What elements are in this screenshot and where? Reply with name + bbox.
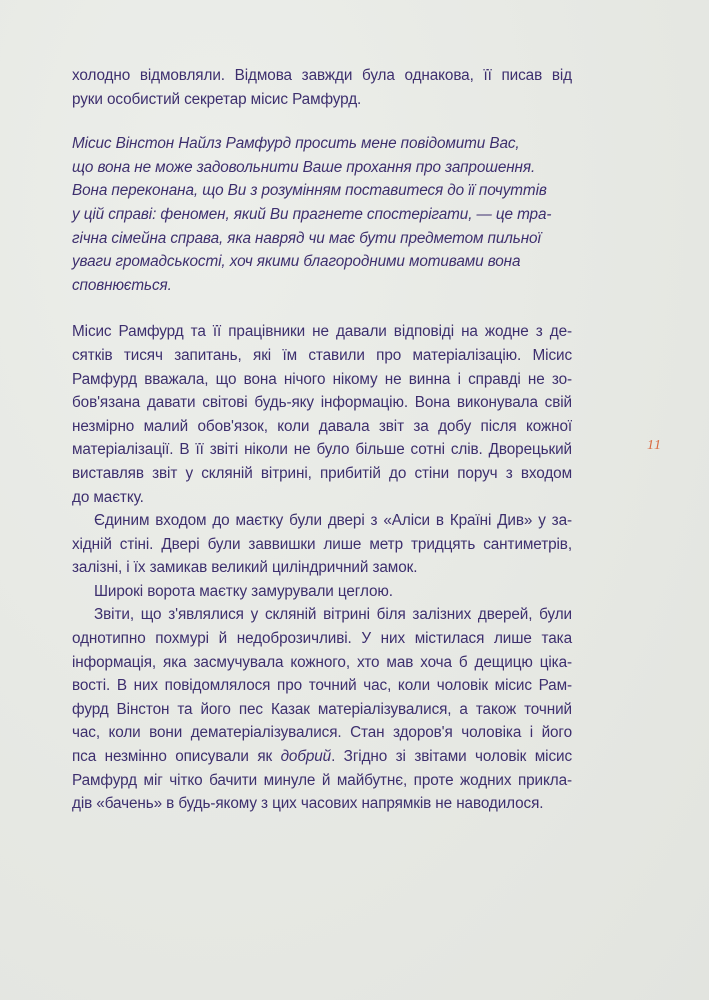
- text-line: бов'язана давати світові будь-яку інформацію. Вона виконувала свій: [72, 394, 572, 412]
- page-number: 11: [647, 438, 662, 453]
- letter-quote: [72, 132, 572, 297]
- text-line: незмірно малий обов'язок, коли давала звіт за добу після кожної: [72, 417, 572, 435]
- text-line: час, коли вони дематеріалізувалися. Стан здоров'я чоловіка і його: [72, 724, 572, 742]
- text-fragment: пса незмінно описували як: [72, 748, 281, 766]
- text-line: [72, 745, 572, 769]
- text-line: хідній стіні. Двері були заввишки лише метр тридцять сантиметрів,: [72, 535, 572, 553]
- emphasis-text: добрий: [280, 748, 332, 766]
- text-line: матеріалізації. В її звіті ніколи не було більше сотні слів. Дворецький: [72, 441, 572, 459]
- text-line: Звіти, що з'являлися у скляній вітрині біля залізних дверей, були: [94, 606, 572, 624]
- text-line: Єдиним входом до маєтку були двері з «Аліси в Країні Див» у за-: [94, 512, 572, 530]
- text-line: руки особистий секретар місис Рамфурд.: [72, 90, 362, 108]
- quote-line: Місис Вінстон Найлз Рамфурд просить мене повідомити Вас,: [72, 135, 520, 153]
- text-line: однотипно похмурі й недоброзичливі. У них містилася лише така: [72, 630, 572, 648]
- paragraph: [72, 509, 572, 580]
- text-line: Рамфурд міг чітко бачити минуле й майбутнє, проте жодних прикла-: [72, 771, 572, 789]
- text-line: Місис Рамфурд та її працівники не давали відповіді на жодне з де-: [72, 323, 572, 341]
- quote-line: гічна сімейна справа, яка навряд чи має бути предметом пильної: [72, 229, 541, 247]
- text-fragment: . Згідно зі звітами чоловік місис: [331, 748, 572, 766]
- text-line: Рамфурд вважала, що вона нічого нікому не винна і справді не зо-: [72, 370, 572, 388]
- text-line: виставляв звіт у скляній вітрині, прибитій до стіни поруч з входом: [72, 464, 572, 482]
- book-page-text: [72, 64, 572, 816]
- text-line: вості. В них повідомлялося про точний час, коли чоловік місис Рам-: [72, 677, 572, 695]
- quote-line: у цій справі: феномен, який Ви прагнете спостерігати, — це тра-: [72, 205, 552, 223]
- paragraph: [72, 320, 572, 509]
- text-line: сятків тисяч запитань, які їм ставили про матеріалізацію. Місис: [72, 346, 572, 364]
- text-line: дів «бачень» в будь-якому з цих часових напрямків не наводилося.: [72, 795, 544, 813]
- text-line: холодно відмовляли. Відмова завжди була однакова, її писав від: [72, 67, 572, 84]
- paragraph: [72, 603, 572, 815]
- text-line: Широкі ворота маєтку замурували цеглою.: [94, 582, 393, 600]
- quote-line: що вона не може задовольнити Ваше прохання про запрошення.: [72, 158, 536, 176]
- text-line: фурд Вінстон та його пес Казак матеріалізувалися, а також точний: [72, 700, 572, 718]
- quote-line: Вона переконана, що Ви з розумінням поставитеся до її почуттів: [72, 182, 547, 200]
- text-line: до маєтку.: [72, 488, 144, 506]
- paragraph: [72, 580, 572, 604]
- quote-line: уваги громадськості, хоч якими благородними мотивами вона: [72, 253, 521, 271]
- text-line: залізні, і їх замикав великий циліндричний замок.: [72, 559, 418, 577]
- quote-line: сповнюється.: [72, 276, 172, 294]
- text-line: інформація, яка засмучувала кожного, хто мав хоча б дещицю ціка-: [72, 653, 572, 671]
